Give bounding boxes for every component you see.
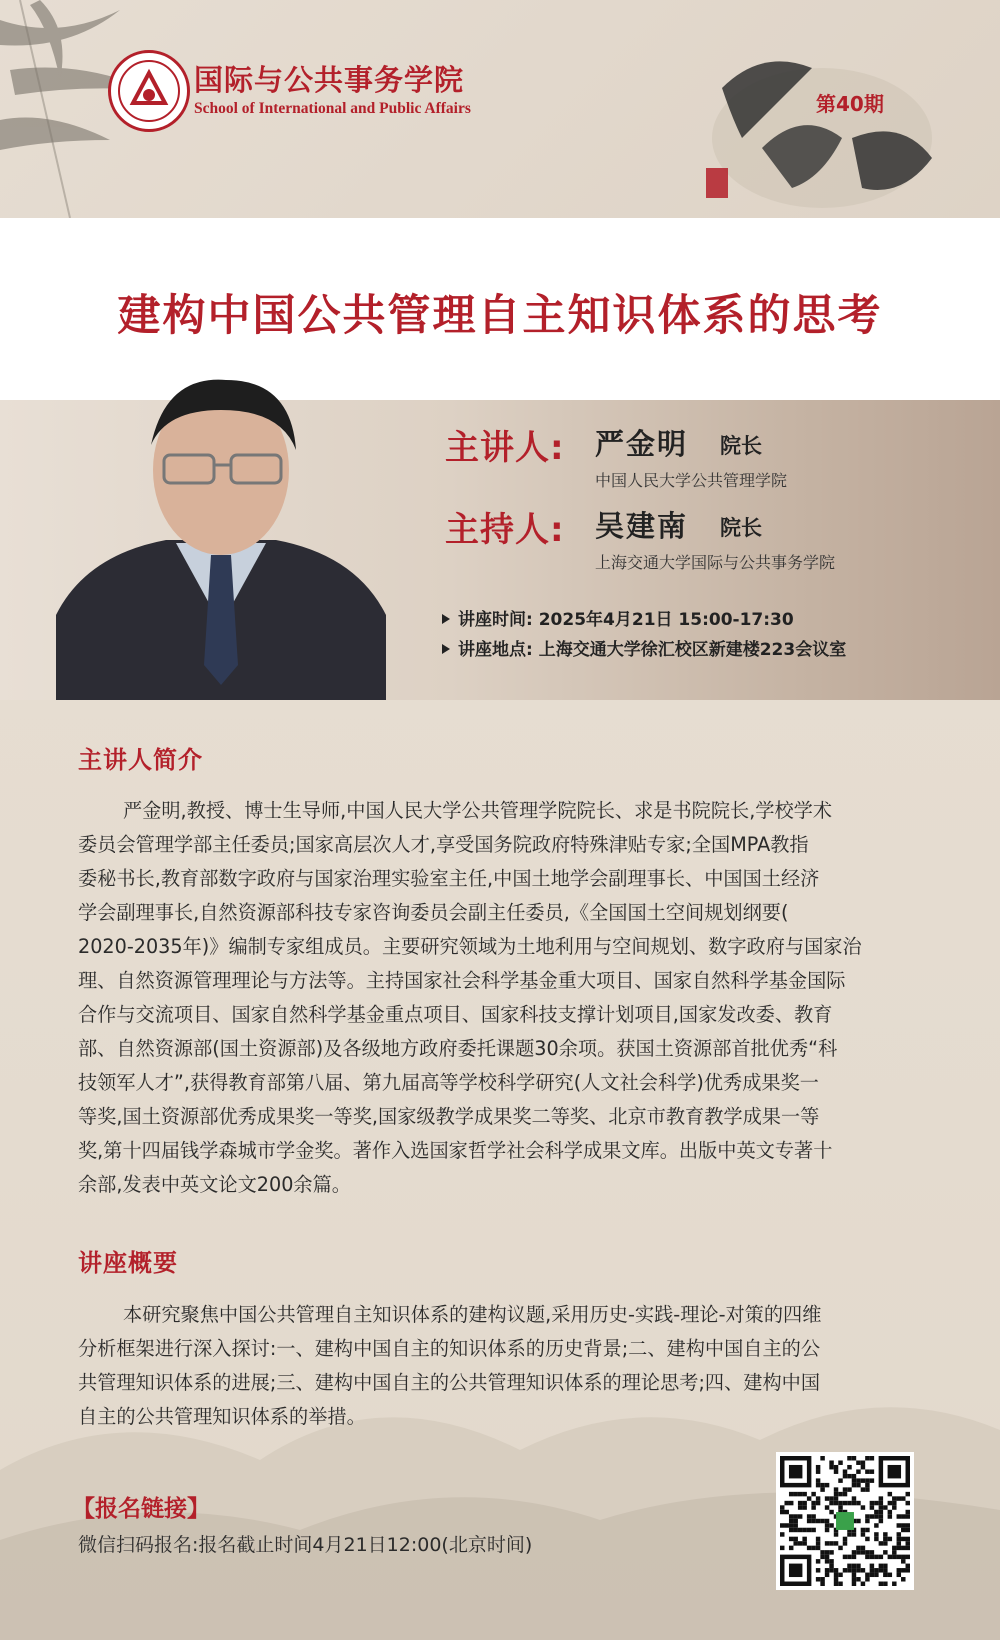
speaker-position: 院长 bbox=[720, 434, 762, 458]
bio-line: 学会副理事长,自然资源部科技专家咨询委员会副主任委员,《全国国土空间规划纲要( bbox=[78, 901, 789, 924]
series-badge bbox=[702, 28, 962, 218]
summary-line: 本研究聚焦中国公共管理自主知识体系的建构议题,采用历史-实践-理论-对策的四维 bbox=[123, 1303, 822, 1326]
bio-line: 委秘书长,教育部数字政府与国家治理实验室主任,中国土地学会副理事长、中国国土经济 bbox=[78, 867, 820, 890]
bio-line: 余部,发表中英文论文200余篇。 bbox=[78, 1173, 351, 1196]
ink-brush-decoration bbox=[702, 28, 962, 218]
qr-code-icon bbox=[780, 1456, 910, 1586]
lecture-time: 讲座时间: 2025年4月21日 15:00-17:30 bbox=[442, 605, 794, 630]
registration-heading: 【报名链接】 bbox=[72, 1496, 210, 1522]
registration-text: 微信扫码报名:报名截止时间4月21日12:00(北京时间) bbox=[78, 1534, 533, 1556]
school-name-cn: 国际与公共事务学院 bbox=[194, 63, 465, 97]
summary-line: 分析框架进行深入探讨:一、建构中国自主的知识体系的历史背景;二、建构中国自主的公 bbox=[78, 1337, 821, 1360]
speaker-org: 中国人民大学公共管理学院 bbox=[595, 471, 788, 490]
bio-line: 严金明,教授、博士生导师,中国人民大学公共管理学院院长、求是书院院长,学校学术 bbox=[123, 799, 833, 822]
host-row bbox=[445, 502, 836, 572]
host-label: 主持人: bbox=[445, 510, 565, 550]
host-org: 上海交通大学国际与公共事务学院 bbox=[595, 553, 836, 572]
bio-line: 理、自然资源管理理论与方法等。主持国家社会科学基金重大项目、国家自然科学基金国际 bbox=[78, 969, 846, 992]
bio-line: 奖,第十四届钱学森城市学金奖。著作入选国家哲学社会科学成果文库。出版中英文专著十 bbox=[78, 1139, 833, 1162]
lecture-title: 建构中国公共管理自主知识体系的思考 bbox=[117, 291, 883, 341]
speaker-row bbox=[445, 420, 788, 490]
bio-line: 2020-2035年)》编制专家组成员。主要研究领域为土地利用与空间规划、数字政府与国家治 bbox=[78, 935, 862, 958]
summary-line: 共管理知识体系的进展;三、建构中国自主的公共管理知识体系的理论思考;四、建构中国 bbox=[78, 1371, 821, 1394]
host-name: 吴建南 bbox=[595, 509, 689, 543]
speaker-band bbox=[0, 400, 1000, 700]
lecture-venue: 讲座地点: 上海交通大学徐汇校区新建楼223会议室 bbox=[442, 635, 846, 660]
registration-qr-code[interactable] bbox=[776, 1452, 914, 1590]
bio-line: 技领军人才”,获得教育部第八届、第九届高等学校科学研究(人文社会科学)优秀成果奖一 bbox=[78, 1071, 819, 1094]
summary-paragraph bbox=[78, 1298, 926, 1434]
bio-line: 委员会管理学部主任委员;国家高层次人才,享受国务院政府特殊津贴专家;全国MPA教指 bbox=[78, 833, 809, 856]
speaker-label: 主讲人: bbox=[445, 428, 565, 468]
bio-paragraph bbox=[78, 794, 926, 1202]
bio-line: 等奖,国土资源部优秀成果奖一等奖,国家级教学成果奖二等奖、北京市教育教学成果一等 bbox=[78, 1105, 820, 1128]
summary-heading: 讲座概要 bbox=[78, 1249, 178, 1277]
speaker-photo bbox=[56, 365, 386, 700]
school-logo bbox=[108, 50, 488, 130]
summary-line: 自主的公共管理知识体系的举措。 bbox=[78, 1405, 366, 1428]
school-name-en: School of International and Public Affairs bbox=[194, 100, 471, 117]
speaker-name: 严金明 bbox=[595, 427, 689, 461]
triangle-bullet-icon bbox=[442, 614, 450, 624]
bio-line: 合作与交流项目、国家自然科学基金重点项目、国家科技支撑计划项目,国家发改委、教育 bbox=[78, 1003, 833, 1026]
triangle-bullet-icon bbox=[442, 644, 450, 654]
series-issue-number: 第40期 bbox=[816, 92, 884, 116]
school-seal-icon bbox=[108, 50, 190, 132]
host-position: 院长 bbox=[720, 516, 762, 540]
poster-header bbox=[0, 0, 1000, 218]
bio-heading: 主讲人简介 bbox=[78, 746, 203, 774]
bio-line: 部、自然资源部(国土资源部)及各级地方政府委托课题30余项。获国土资源部首批优秀“科 bbox=[78, 1037, 838, 1060]
